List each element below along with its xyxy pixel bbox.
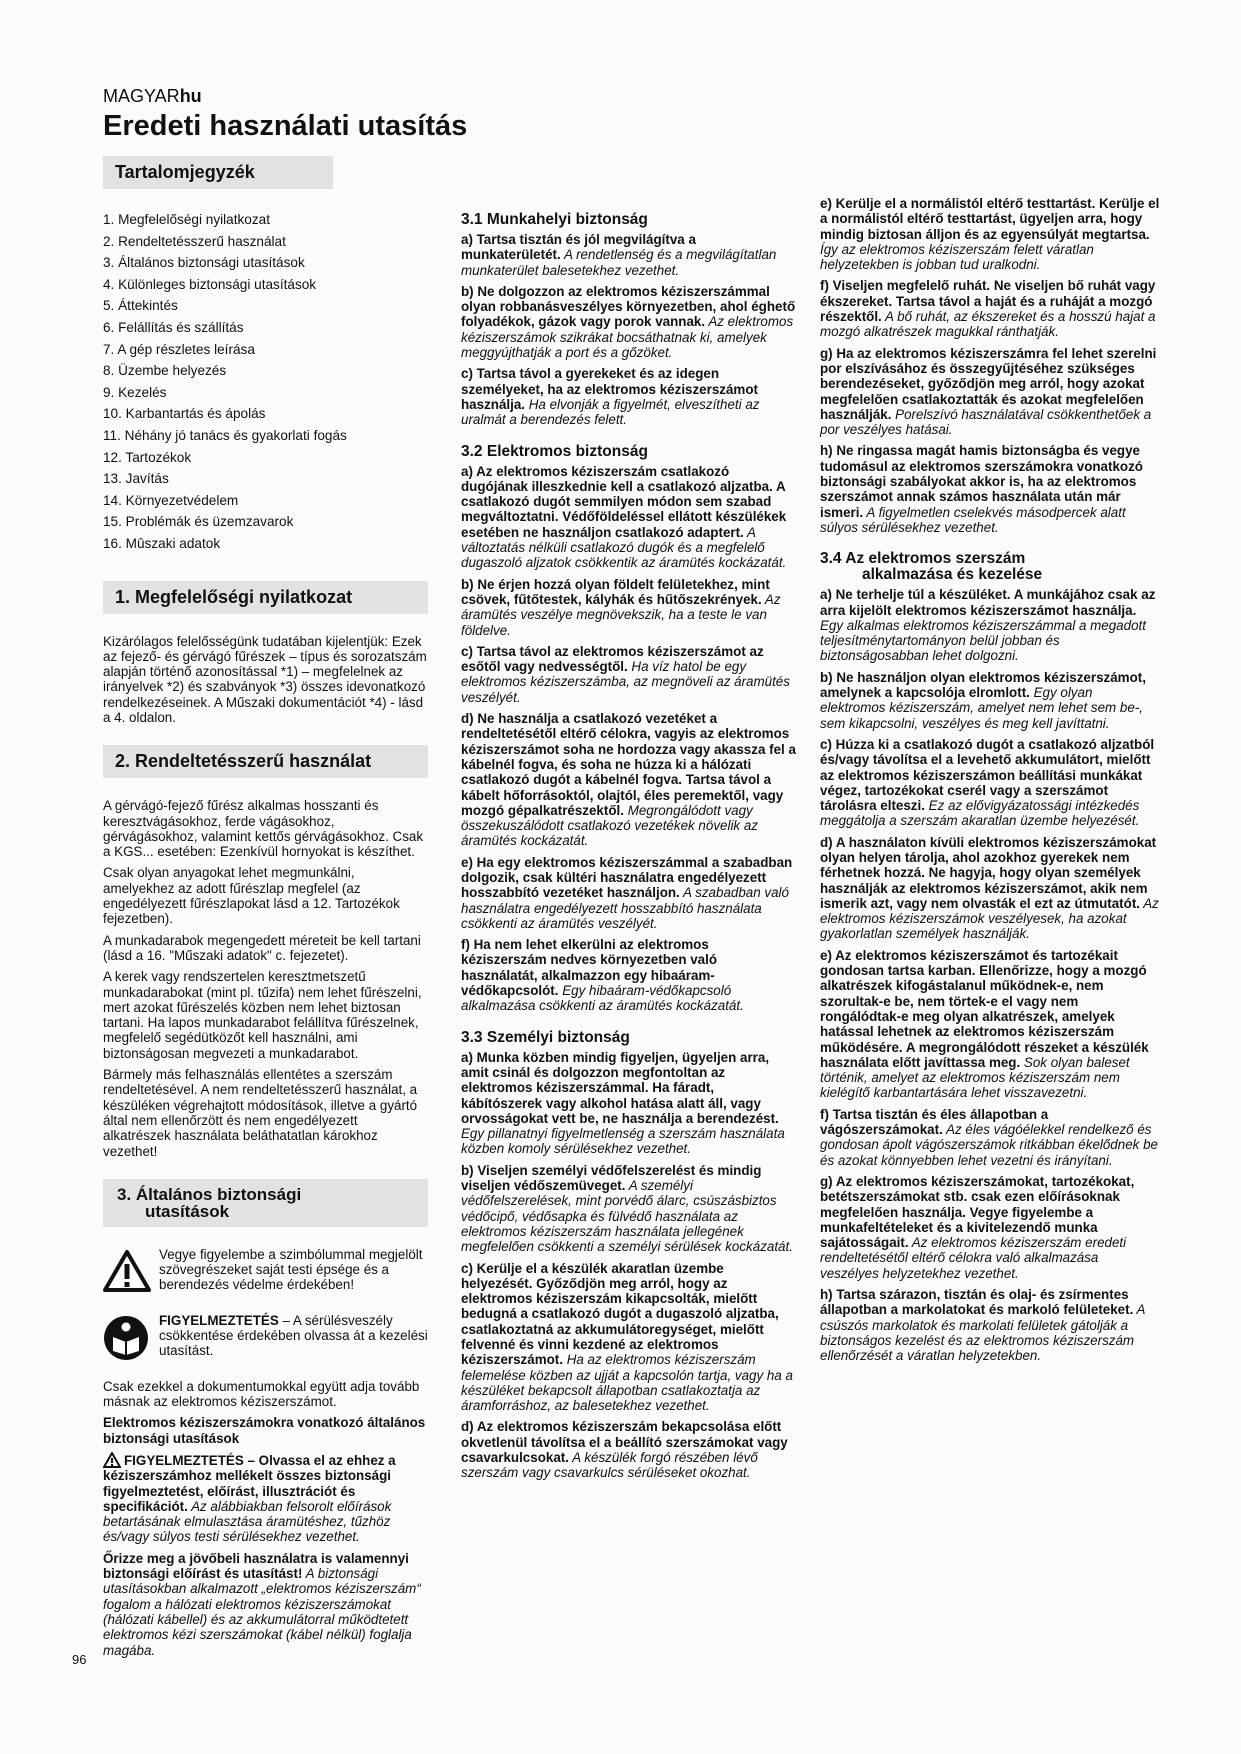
item-3-2-f: f) Ha nem lehet elkerülni az elektromos kéziszerszám nedves környezetben való használatát, alkalmazzon egy hibaáram-védőkapcsolót. Egy hibaáram-védőkapcsoló alkalmazása csökkenti az áramütés kockázatát. [461,937,744,1014]
toc-item[interactable]: 14. Környezetvédelem [103,492,239,508]
toc-item[interactable]: 11. Néhány jó tanács és gyakorlati fogás [103,427,347,443]
item-3-3-e: e) Kerülje el a normálistól eltérő testtartást. Kerülje el a normálistól eltérő testtartást, ügyeljen arra, hogy mindig biztosan álljon és az egyensúlyát megtartsa. Így az elektromos kéziszerszám felett váratlan helyzetekben is jobban tud uralkodni. [820,196,1160,273]
item-3-2-e: e) Ha egy elektromos kéziszerszámmal a szabadban dolgozik, csak kültéri használatra engedélyezett hosszabbító vezetéket használjon. A szabadban való használatra engedélyezett hosszabbító használata csökkenti az áramütés veszélyét. [461,854,793,931]
section-2-paragraph: A munkadarabok megengedett méreteit be kell tartani (lásd a 16. "Műszaki adatok" c. fejezetet). [103,932,421,963]
item-3-2-a: a) Az elektromos kéziszerszám csatlakozó dugójának illeszkednie kell a csatlakozó aljzatba. A csatlakozó dugót semmilyen módon sem szabad megváltoztatni. Védőföldeléssel ellátott készülékek esetében ne használjon csatlakozó adaptert. A változtatás nélküli csatlakozó dugók és a megfelelő dugaszoló aljzatok csökkentik az áramütés kockázatát. [461,463,787,571]
item-3-2-c: c) Tartsa távol az elektromos kéziszerszámot az esőtől vagy nedvességtől. Ha víz hatol be egy elektromos kéziszerszámba, az megnöveli az áramütés veszélyét. [461,643,790,705]
warning-triangle-icon [103,1249,151,1293]
item-3-4-d: d) A használaton kívüli elektromos kéziszerszámokat olyan helyen tárolja, ahol azokhoz gyerekek nem férhetnek hozzá. Ne hagyja, hogy olyan személyek használják az elektromos kéziszerszámot, akik nem ismerik azt, vagy nem olvasták el ezt az útmutatót. Az elektromos kéziszerszámok veszélyesek, ha azokat gyakorlatlan személyek használják. [820,834,1159,942]
toc-list [103,209,428,555]
toc-item[interactable]: 16. Mûszaki adatok [103,535,221,551]
item-3-4-g: g) Az elektromos kéziszerszámokat, tartozékokat, betétszerszámokat stb. csak ezen előírásoknak megfelelően használja. Vegye figyelembe a munkafeltételeket és a kivitelezendő munka sajátosságait. Az elektromos kéziszerszám eredeti rendeltetésétől eltérő célokra való alkalmazása veszélyes helyzetekhez vezethet. [820,1173,1135,1281]
section-1-text: Kizárólagos felelősségünk tudatában kijelentjük: Ezek az fejező- és gérvágó fűrészek – típus és sorozatszám alapján történő azonosítással *1) – megfelelnek az irányelvek *2) és szabványok *3) összes idevonatkozó rendelkezéseinek. A Műszaki dokumentációt *4) - lásd a 4. oldalon. [103,633,427,725]
toc-item[interactable]: 5. Áttekintés [103,298,178,314]
column-2 [461,196,796,1487]
toc-item[interactable]: 15. Problémák és üzemzavarok [103,514,294,530]
keep-instructions: Őrizze meg a jövőbeli használatra is valamennyi biztonsági előírást és utasítást! A biztonsági utasításokban alkalmazott „elektromos kéziszerszám“ fogalom a hálózati elektromos kéziszerszámokat (hálózati kábellel) és az akkumulátorral működtetett elektromos kézi szerszámokat (kábel nélkül) foglalja magába. [103,1550,421,1658]
toc-item[interactable]: 6. Felállítás és szállítás [103,319,244,335]
toc-item[interactable]: 10. Karbantartás és ápolás [103,406,266,422]
section-2-heading: 2. Rendeltetésszerű használat [103,745,428,778]
toc-item[interactable]: 9. Kezelés [103,384,167,400]
section-2-paragraph: Csak olyan anyagokat lehet megmunkálni, amelyekhez az adott fűrészlap megfelel (az engedélyezett fűrészlapokat lásd a 12. Tartozékok fejezetben). [103,865,400,927]
section-3-heading: 3. Általános biztonsági utasítások [103,1179,428,1227]
read-manual-warning: FIGYELMEZTETÉS – A sérülésveszély csökkentése érdekében olvassa át a kezelési utasítást. [103,1313,428,1373]
warning-triangle-icon [103,1452,121,1468]
general-safety-subheading: Elektromos kéziszerszámokra vonatkozó általános biztonsági utasítások [103,1415,426,1446]
toc-title: Tartalomjegyzék [103,156,333,189]
section-3-3-heading: 3.3 Személyi biztonság [461,1028,630,1046]
column-1 [103,148,428,1664]
item-3-4-e: e) Az elektromos kéziszerszámot és tartozékait gondosan tartsa karban. Ellenőrizze, hogy a mozgó alkatrészek kifogástalanul működnek-e, nem szorultak-e be, nem törtek-e el vagy nem rongálódtak-e meg olyan alkatrészek, amelyek hatással lehetnek az elektromos kéziszerszám működésére. A megrongálódott részeket a készülék használata előtt javíttassa meg. Sok olyan baleset történik, amelyet az elektromos kéziszerszám nem kielégítő karbantartására lehet visszavezetni. [820,947,1149,1101]
item-3-3-c: c) Kerülje el a készülék akaratlan üzembe helyezését. Győződjön meg arról, hogy az elektromos kéziszerszám kikapcsolták, mielőtt bedugná a csatlakozó dugót a dugaszoló aljzatba, csatlakoztatná az akkumulátoregységet, mielőtt felvenné és vinni kezdené az elektromos kéziszerszámot. Ha az elektromos kéziszerszám felemelése közben az ujját a kapcsolón tartja, vagy ha a készüléket bekapcsolt állapotban csatlakoztatja az áramforráshoz, az balesetekhez vezethet. [461,1260,793,1414]
section-2-paragraph: A kerek vagy rendszertelen keresztmetszetű munkadarabokat (mint pl. tűzifa) nem lehet fűrészelni, mert azokat fűrészelés közben nem lehet biztosan tartani. Ha lapos munkadarabot felállítva fűrészelnek, megfelelő segédütközőt kell használni, ami biztonságosan megvezeti a munkadarabot. [103,969,422,1061]
page-number: 96 [72,1652,87,1667]
section-3-1-heading: 3.1 Munkahelyi biztonság [461,211,648,228]
item-3-2-b: b) Ne érjen hozzá olyan földelt felületekhez, mint csövek, fűtőtestek, kályhák és hűtőszekrények. Az áramütés veszélye megnövekszik, ha a teste le van földelve. [461,576,781,638]
section-2-paragraph: A gérvágó-fejező fűrész alkalmas hosszanti és keresztvágásokhoz, ferde vágásokhoz, gérvágásokhoz, valamint kettős gérvágásokhoz. Csak a KGS... esetében: Ezenkívül hornyokat is készíthet. [103,798,424,860]
toc-item[interactable]: 13. Javítás [103,471,169,487]
toc-item[interactable]: 7. A gép részletes leírása [103,341,255,357]
section-3-2-heading: 3.2 Elektromos biztonság [461,442,648,460]
toc-item[interactable]: 8. Üzembe helyezés [103,363,227,379]
page-title: Eredeti használati utasítás [103,110,468,142]
item-3-2-d: d) Ne használja a csatlakozó vezetéket a rendeltetésétől eltérő célokra, vagyis az elektromos kéziszerszámot soha ne hordozza vagy akassza fel a kábelnél fogva, és soha ne húzza ki a hálózati csatlakozó dugót a kábelnél fogva. Tartsa távol a kábelt hőforrásoktól, olajtól, éles peremektől, vagy mozgó gépalkatrészektől. Megrongálódott vagy összekuszálódott csatlakozó vezetékek növelik az áramütés kockázatát. [461,711,796,849]
item-3-1-c: c) Tartsa távol a gyerekeket és az idegen személyeket, ha az elektromos kéziszerszámot használja. Ha elvonják a figyelmét, elveszítheti az uralmát a berendezés felett. [461,366,760,428]
item-3-3-g: g) Ha az elektromos kéziszerszámra fel lehet szerelni por elszívásához és összegyűjtéséhez szükséges berendezéseket, győződjön meg arról, hogy azokat megfelelően csatlakoztatták és azokat megfelelően használják. Porelszívó használatával csökkenthetőek a por veszélyes hatásai. [820,345,1157,438]
item-3-3-f: f) Viseljen megfelelő ruhát. Ne viseljen bő ruhát vagy ékszereket. Tartsa távol a haját és a ruháját a mozgó részektől. A bő ruhát, az ékszereket és a hosszú hajat a mozgó alkatrészek magukkal ránthatják. [820,278,1156,340]
section-2-paragraph: Bármely más felhasználás ellentétes a szerszám rendeltetésével. A nem rendeltetésszerű használat, a készüléken végrehajtott módosítások, illetve a gyártó által nem ellenőrzött és nem engedélyezett alkatrészek használata beláthatatlan károkhoz vezethet! [103,1067,418,1159]
section-3-4-heading: 3.4 Az elektromos szerszám alkalmazása és kezelése [820,550,1043,584]
section-1-heading: 1. Megfelelőségi nyilatkozat [103,581,428,614]
item-3-3-b: b) Viseljen személyi védőfelszerelést és mindig viseljen védőszemüveget. A személyi védőfelszerelések, mint porvédő álarc, csúszásbiztos védőcipő, védősapka és fülvédő használata az elektromos kéziszerszám használata jellegének megfelelően csökkenti a személyi sérülések kockázatát. [461,1162,793,1255]
item-3-3-a: a) Munka közben mindig figyeljen, ügyeljen arra, amit csinál és dolgozzon megfontoltan az elektromos kéziszerszámmal. Ha fáradt, kábítószerek vagy alkohol hatása alatt áll, vagy orvosságokat vett be, ne használja a berendezést. Egy pillanatnyi figyelmetlenség a szerszám használata közben komoly sérülésekhez vezethet. [461,1049,785,1157]
read-manual-icon [103,1315,149,1361]
item-3-1-b: b) Ne dolgozzon az elektromos kéziszerszámmal olyan robbanásveszélyes környezetben, ahol éghető folyadékok, gázok vagy porok vannak. Az elektromos kéziszerszámok szikrákat bocsáthatnak ki, amelyek meggyújthatják a port és a gőzöket. [461,283,796,361]
documents-note: Csak ezekkel a dokumentumokkal együtt adja tovább másnak az elektromos kéziszerszámot. [103,1378,420,1410]
item-3-3-d: d) Az elektromos kéziszerszám bekapcsolása előtt okvetlenül távolítsa el a beállító szerszámokat vagy csavarkulcsokat. A készülék forgó részében lévő szerszám vagy csavarkulcs sérüléseket okozhat. [461,1419,788,1481]
item-3-1-a: a) Tartsa tisztán és jól megvilágítva a munkaterületét. A rendetlenség és a megvilágítatlan munkaterület balesetekhez vezethet. [461,232,777,278]
item-3-4-b: b) Ne használjon olyan elektromos kéziszerszámot, amelynek a kapcsolója elromlott. Egy olyan elektromos kéziszerszám, amelyet nem lehet sem be-, sem kikapcsolni, veszélyes és meg kell javíttatni. [820,669,1146,731]
toc-item[interactable]: 4. Különleges biztonsági utasítások [103,276,317,292]
language-label: MAGYARhu [103,86,202,106]
item-3-4-a: a) Ne terhelje túl a készüléket. A munkájához csak az arra kijelölt elektromos kéziszerszámot használja. Egy alkalmas elektromos kéziszerszámmal a megadott teljesítménytartományon belül jobban és biztonságosabban lehet dolgozni. [820,587,1156,664]
symbol-note: Vegye figyelembe a szimbólummal megjelölt szövegrészeket saját testi épsége és a berendezés védelme érdekében! [103,1247,428,1307]
read-all-warning: FIGYELMEZTETÉS – Olvassa el az ehhez a kéziszerszámhoz mellékelt összes biztonsági figyelmeztetést, előírást, illusztrációt és specifikációt. Az alábbiakban felsorolt előírások betartásának elmulasztása áramütéshez, tűzhöz és/vagy súlyos testi sérülésekhez vezethet. [103,1453,396,1545]
item-3-4-c: c) Húzza ki a csatlakozó dugót a csatlakozó aljzatból és/vagy távolítsa el a levehető akkumulátort, mielőtt az elektromos kéziszerszámon beállítási munkákat végez, tartozékokat cserél vagy a szerszámot tárolásra elteszi. Ez az elővigyázatossági intézkedés meggátolja a szerszám akaratlan üzembe helyezését. [820,736,1155,829]
column-3 [820,196,1160,1369]
item-3-3-h: h) Ne ringassa magát hamis biztonságba és vegye tudomásul az elektromos szerszámokra vonatkozó biztonsági szabályokat akkor is, ha az elektromos szerszámot annak számos használata után már ismeri. A figyelmetlen cselekvés másodpercek alatt súlyos sérülésekhez vezethet. [820,443,1143,535]
toc-item[interactable]: 1. Megfelelőségi nyilatkozat [103,212,270,227]
item-3-4-h: h) Tartsa szárazon, tisztán és olaj- és zsírmentes állapotban a markolatokat és markoló felületeket. A csúszós markolatok és markolati felületek gátolják a biztonságos kezelést és az elektromos kéziszerszám ellenőrzését a váratlan helyzetekben. [820,1287,1145,1364]
toc-item[interactable]: 2. Rendeltetésszerű használat [103,233,286,249]
toc-item[interactable]: 12. Tartozékok [103,449,192,465]
toc-item[interactable]: 3. Általános biztonsági utasítások [103,255,305,271]
item-3-4-f: f) Tartsa tisztán és éles állapotban a vágószerszámokat. Az éles vágóélekkel rendelkező és gondosan ápolt vágószerszámok ritkábban ékelődnek be és azokat könnyebben lehet vezetni és irányítani. [820,1106,1158,1168]
